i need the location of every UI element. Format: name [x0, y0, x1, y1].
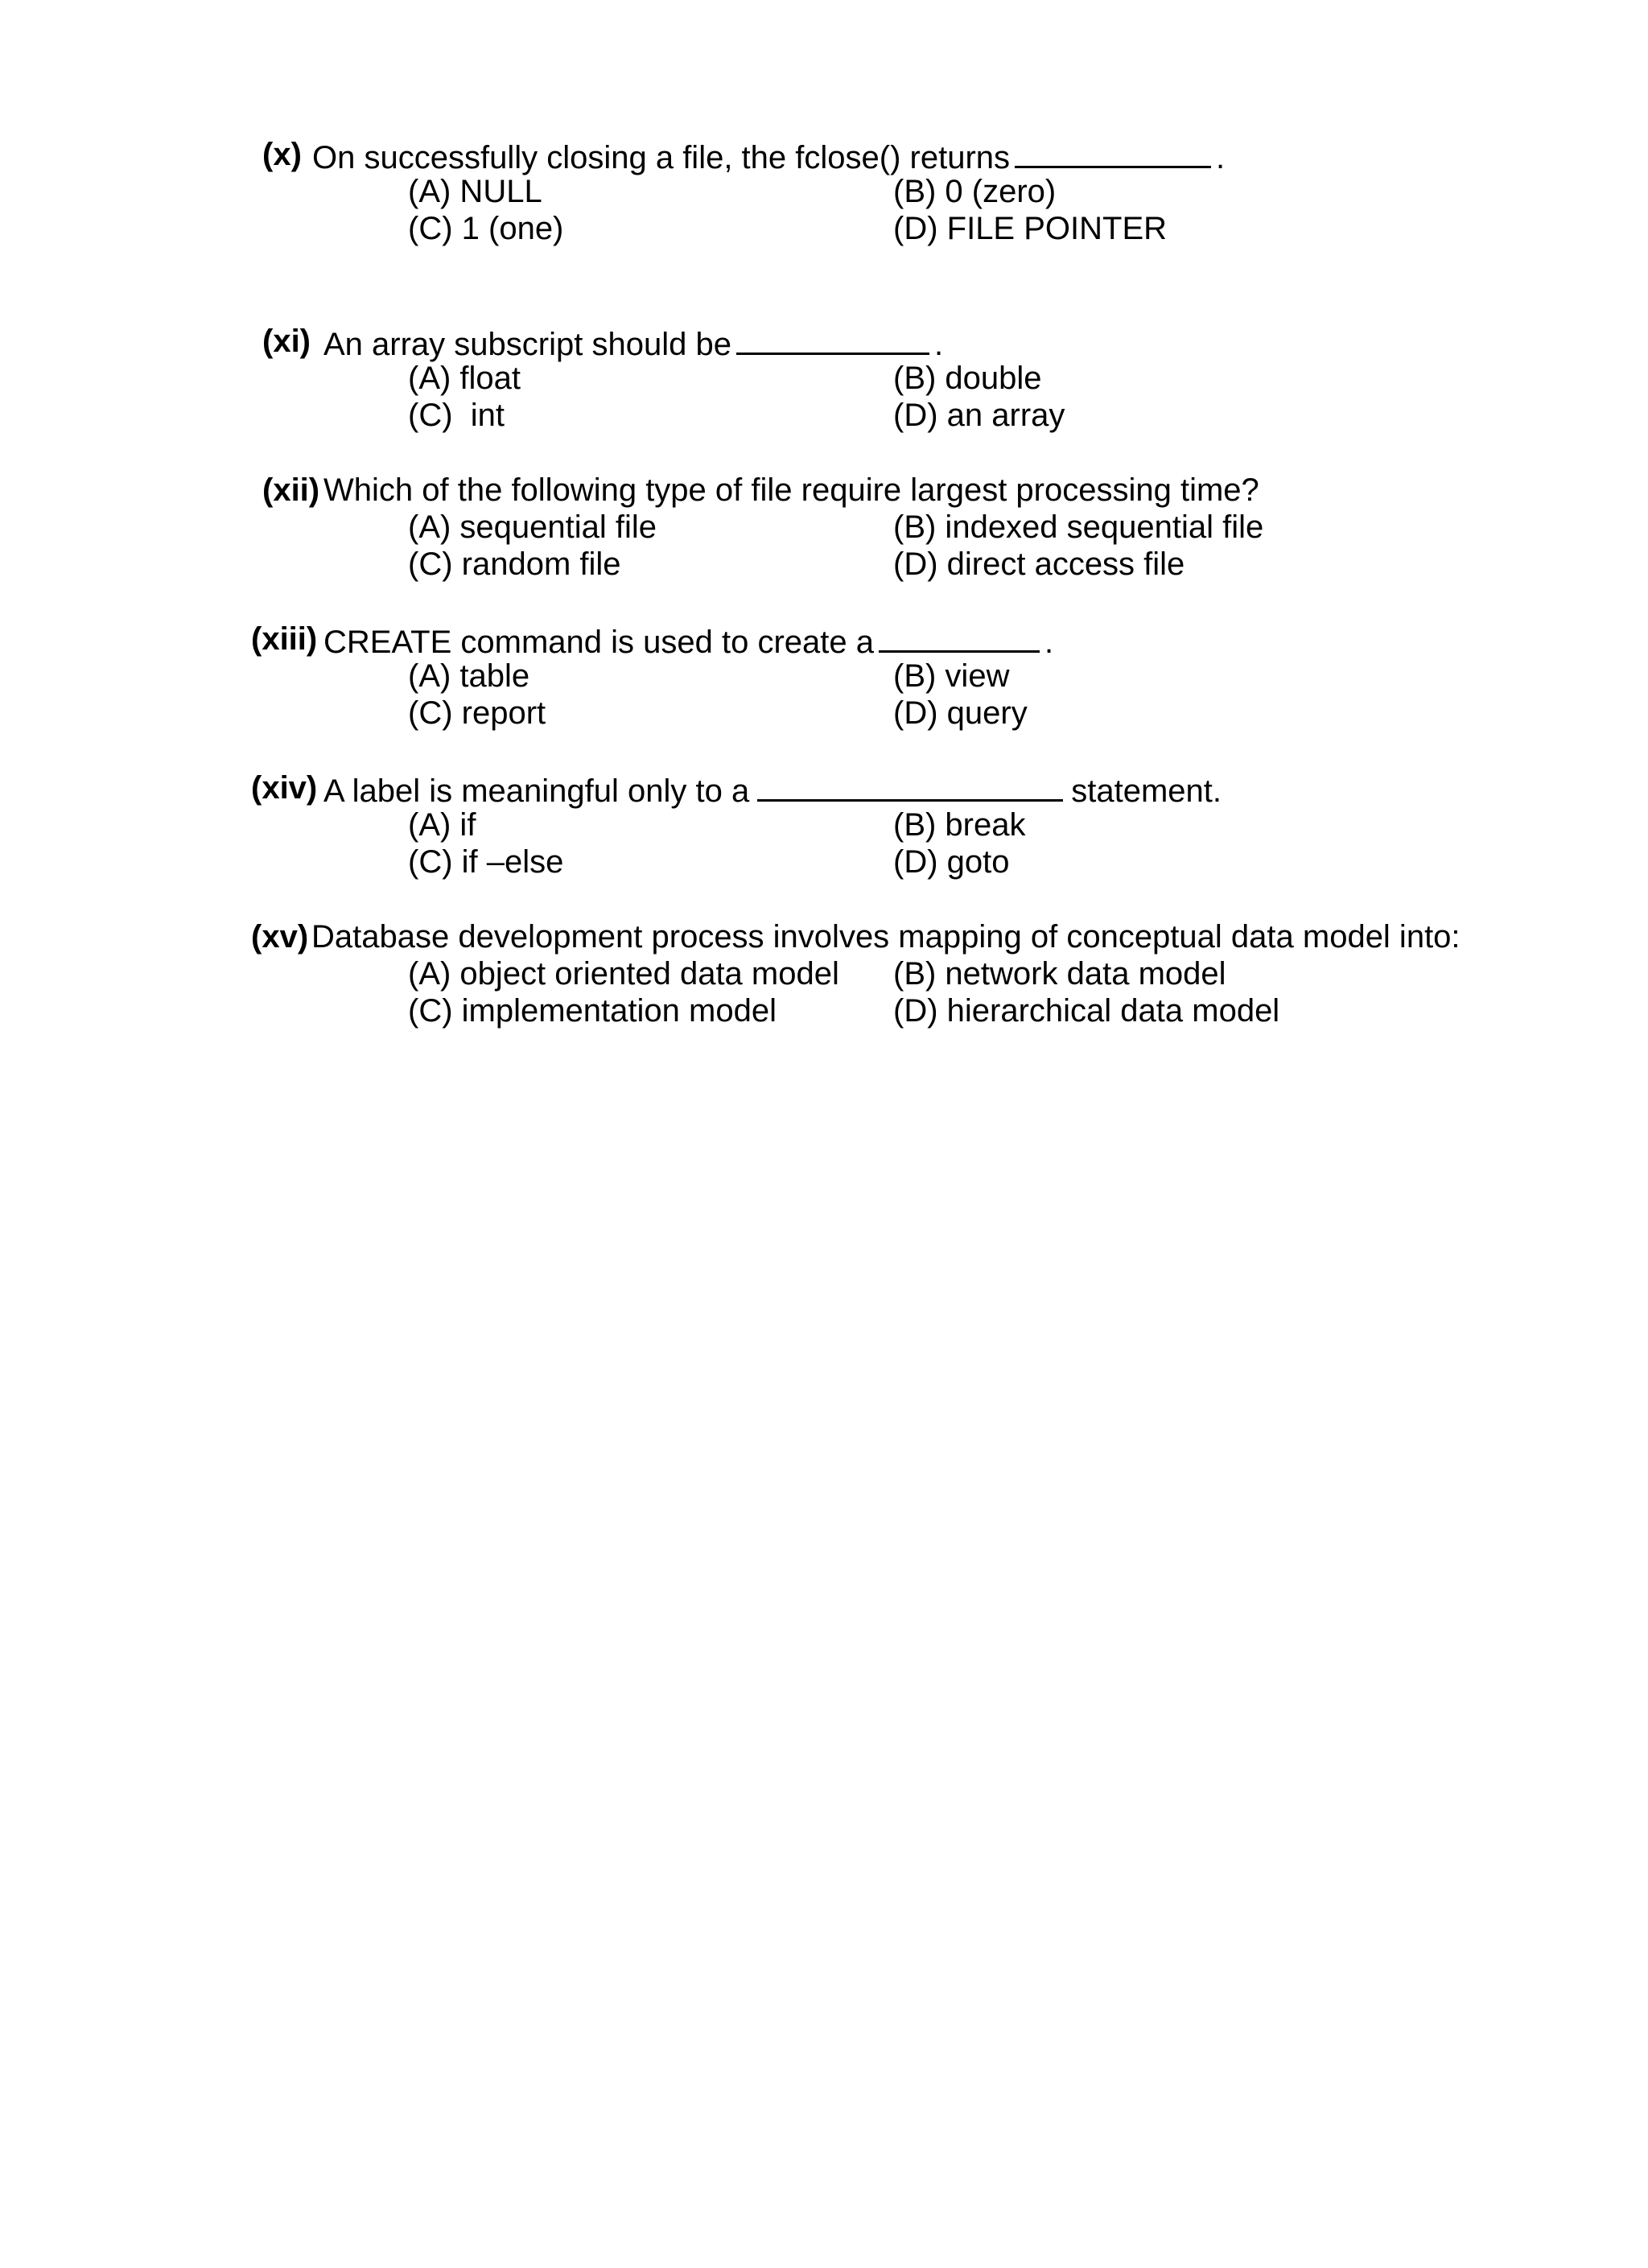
option-d: (D) hierarchical data model — [893, 993, 1280, 1029]
question-text — [323, 772, 1222, 807]
question-number: (x) — [262, 137, 302, 172]
answer-blank — [757, 772, 1063, 802]
option-a: (A) if — [408, 807, 476, 843]
option-d: (D) FILE POINTER — [893, 211, 1168, 246]
answer-blank — [1015, 138, 1211, 168]
option-d: (D) an array — [893, 398, 1065, 433]
option-b: (B) double — [893, 361, 1042, 396]
option-b: (B) view — [893, 658, 1010, 694]
question-stem: Database development process involves mapping of conceptual data model into: — [311, 919, 1461, 955]
answer-blank — [736, 325, 929, 355]
option-d: (D) direct access file — [893, 546, 1185, 582]
option-c: (C) if –else — [408, 844, 564, 880]
question-number: (xiv) — [251, 770, 318, 806]
option-a: (A) NULL — [408, 174, 542, 209]
question-text — [323, 474, 1259, 506]
question-stem: An array subscript should be — [323, 327, 731, 362]
option-c: (C) random file — [408, 546, 621, 582]
option-c: (C) report — [408, 695, 546, 731]
option-b: (B) indexed sequential file — [893, 509, 1264, 545]
option-a: (A) table — [408, 658, 530, 694]
option-d: (D) query — [893, 695, 1028, 731]
question-text — [311, 921, 1461, 953]
question-stem-end: . — [933, 327, 944, 362]
question-stem-end: . — [1044, 625, 1054, 660]
question-stem: CREATE command is used to create a — [323, 625, 874, 660]
option-c: (C) implementation model — [408, 993, 777, 1029]
option-a: (A) float — [408, 361, 521, 396]
question-number: (xiii) — [251, 621, 318, 657]
question-stem: On successfully closing a file, the fclose() returns — [312, 140, 1011, 175]
question-stem: A label is meaningful only to a — [323, 773, 750, 809]
question-number: (xii) — [262, 472, 320, 508]
option-d: (D) goto — [893, 844, 1010, 880]
option-b: (B) break — [893, 807, 1026, 843]
question-number: (xv) — [251, 919, 309, 955]
question-number: (xi) — [262, 324, 311, 359]
option-a: (A) sequential file — [408, 509, 657, 545]
question-text — [312, 138, 1225, 174]
option-b: (B) network data model — [893, 956, 1226, 992]
option-a: (A) object oriented data model — [408, 956, 839, 992]
option-c: (C) 1 (one) — [408, 211, 564, 246]
answer-blank — [879, 623, 1040, 653]
question-text — [323, 325, 943, 361]
option-c: (C) int — [408, 398, 505, 433]
question-stem-end: . — [1216, 140, 1226, 175]
option-b: (B) 0 (zero) — [893, 174, 1057, 209]
question-text — [323, 623, 1053, 658]
question-stem-end: statement. — [1071, 773, 1222, 809]
question-stem: Which of the following type of file require largest processing time? — [323, 472, 1259, 508]
